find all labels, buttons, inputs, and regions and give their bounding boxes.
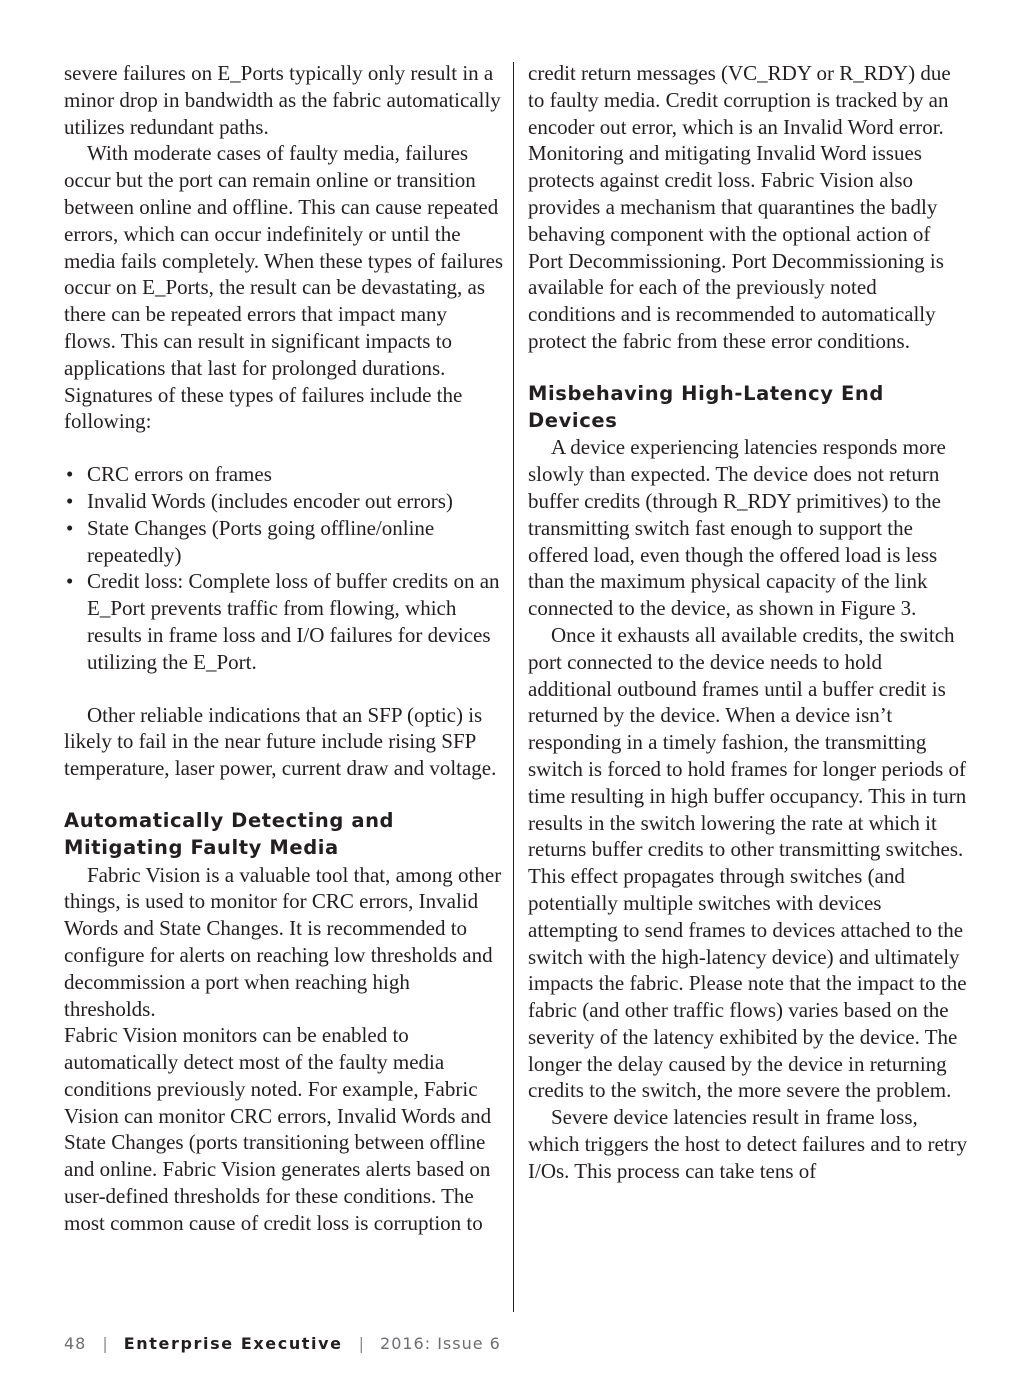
right-column	[528, 60, 968, 1185]
footer-separator: |	[102, 1334, 108, 1353]
page-number: 48	[64, 1334, 87, 1353]
paragraph: severe failures on E_Ports typically only result in a minor drop in bandwidth as the fabric automatically utilizes redundant paths.	[64, 61, 501, 139]
paragraph: With moderate cases of faulty media, failures occur but the port can remain online or transition between online and offline. This can cause repeated errors, which can occur indefinitely or until the media fails completely. When these types of failures occur on E_Ports, the result can be devastating, as there can be repeated errors that impact many flows. This can result in significant impacts to applications that last for prolonged durations. Signatures of these types of failures include the following:	[64, 141, 504, 434]
publication-name: Enterprise Executive	[123, 1334, 343, 1353]
paragraph: Once it exhausts all available credits, the switch port connected to the device needs to hold additional outbound frames until a buffer credit is returned by the device. When a device isn’t responding in a timely fashion, the transmitting switch is forced to hold frames for longer periods of time resulting in high buffer occupancy. This in turn results in the switch lowering the rate at which it returns buffer credits to other transmitting switches. This effect propagates through switches (and potentially multiple switches with devices attempting to send frames to devices attached to the switch with the high-latency device) and ultimately impacts the fabric. Please note that the impact to the fabric (and other traffic flows) varies based on the severity of the latency exhibited by the device. The longer the delay caused by the device in returning credits to the switch, the more severe the problem.	[528, 622, 967, 1103]
left-column	[64, 60, 504, 1237]
list-item: • Credit loss: Complete loss of buffer credits on an E_Port prevents traffic from flowing, which results in frame loss and I/O failures for devices utilizing the E_Port.	[64, 568, 504, 675]
failure-signatures-list	[64, 461, 504, 675]
paragraph: A device experiencing latencies responds more slowly than expected. The device does not return buffer credits (through R_RDY primitives) to the transmitting switch fast enough to support the offered load, even though the offered load is less than the maximum physical capacity of the link connected to the device, as shown in Figure 3.	[528, 435, 946, 621]
paragraph: Other reliable indications that an SFP (optic) is likely to fail in the near future include rising SFP temperature, laser power, current draw and voltage.	[64, 702, 497, 781]
page-footer	[64, 1334, 501, 1353]
list-item: • CRC errors on frames	[64, 461, 504, 488]
issue-label: 2016: Issue 6	[380, 1334, 501, 1353]
list-item: • State Changes (Ports going offline/online repeatedly)	[64, 515, 504, 569]
list-item: • Invalid Words (includes encoder out errors)	[64, 488, 504, 515]
section-heading: Misbehaving High-Latency End Devices	[528, 381, 884, 432]
paragraph: Fabric Vision monitors can be enabled to automatically detect most of the faulty media conditions previously noted. For example, Fabric Vision can monitor CRC errors, Invalid Words and State Changes (ports transitioning between offline and online. Fabric Vision generates alerts based on user-defined thresholds for these conditions. The most common cause of credit loss is corruption to	[64, 1023, 492, 1235]
section-heading: Automatically Detecting and Mitigating Faulty Media	[64, 808, 395, 859]
paragraph: credit return messages (VC_RDY or R_RDY) due to faulty media. Credit corruption is tracked by an encoder out error, which is an Invalid Word error. Monitoring and mitigating Invalid Word issues protects against credit loss. Fabric Vision also provides a mechanism that quarantines the badly behaving component with the optional action of Port Decommissioning. Port Decommissioning is available for each of the previously noted conditions and is recommended to automatically protect the fabric from these error conditions.	[528, 61, 951, 353]
paragraph: Severe device latencies result in frame loss, which triggers the host to detect failures and to retry I/Os. This process can take tens of	[528, 1105, 968, 1183]
footer-separator: |	[358, 1334, 365, 1353]
column-divider	[513, 62, 514, 1312]
paragraph: Fabric Vision is a valuable tool that, among other things, is used to monitor for CRC errors, Invalid Words and State Changes. It is recommended to configure for alerts on reaching low thresholds and decommission a port when reaching high thresholds.	[64, 862, 502, 1021]
